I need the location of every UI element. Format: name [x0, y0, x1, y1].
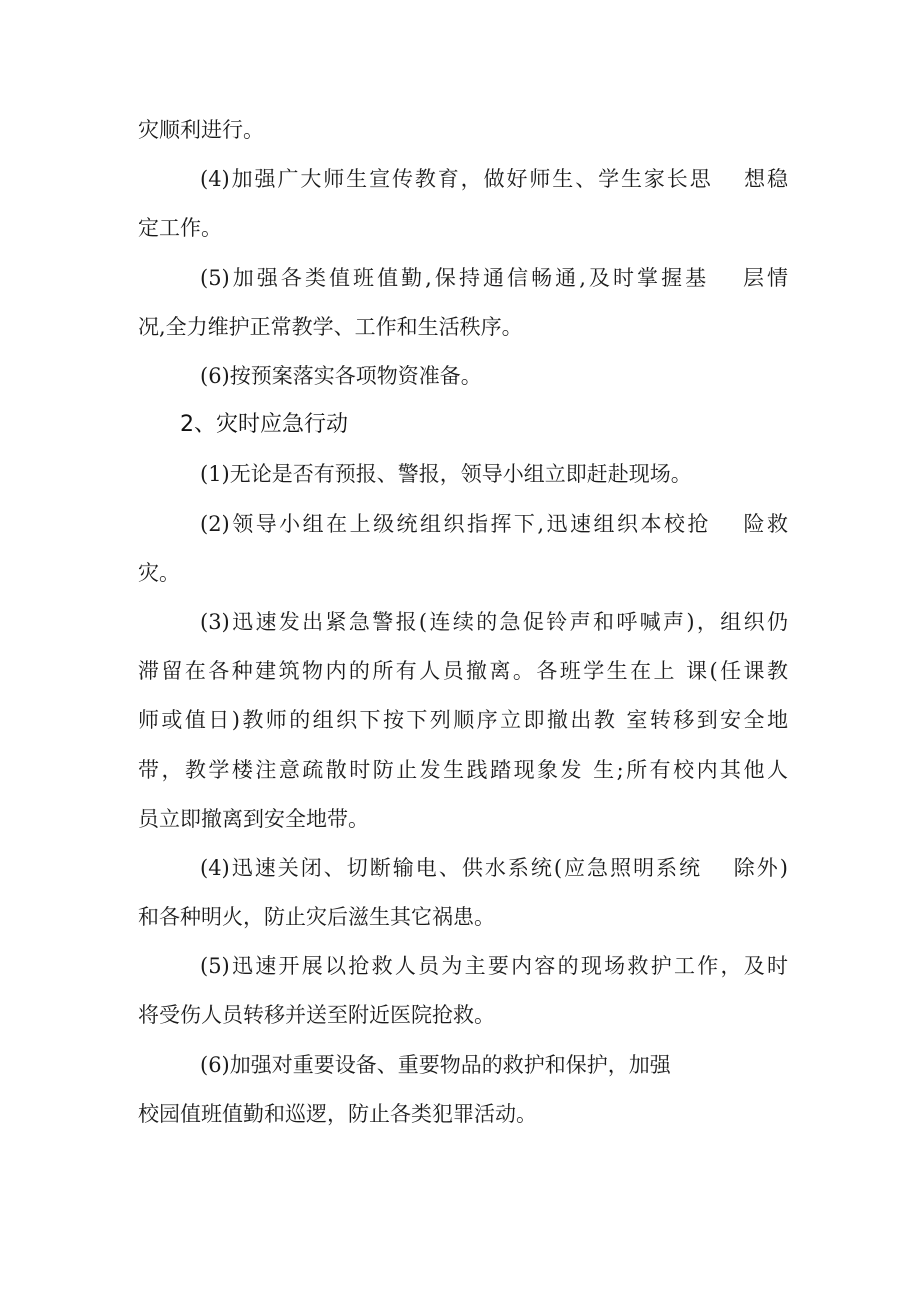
text-line: 员立即撤离到安全地带。	[138, 807, 369, 831]
text-line: 和各种明火，防止灾后滋生其它祸患。	[138, 905, 495, 929]
text-line: (3)迅速发出紧急警报(连续的急促铃声和呼喊声)，组织仍	[200, 610, 788, 634]
text-line: (2)领导小组在上级统组织指挥下,迅速组织本校抢 险救	[200, 512, 788, 536]
text-line: (5)迅速开展以抢救人员为主要内容的现场救护工作，及时	[200, 954, 788, 978]
text-line: (1)无论是否有预报、警报，领导小组立即赶赴现场。	[200, 462, 692, 486]
text-line: 况,全力维护正常教学、工作和生活秩序。	[138, 315, 523, 339]
text-line: 滞留在各种建筑物内的所有人员撤离。各班学生在上 课(任课教	[138, 659, 788, 683]
text-line: (4)迅速关闭、切断输电、供水系统(应急照明系统 除外)	[200, 856, 788, 880]
section-heading: 2、灾时应急行动	[180, 412, 348, 437]
text-line: 带，教学楼注意疏散时防止发生践踏现象发 生;所有校内其他人	[138, 758, 788, 782]
text-line: 将受伤人员转移并送至附近医院抢救。	[138, 1003, 495, 1027]
text-line: (4)加强广大师生宣传教育，做好师生、学生家长思 想稳	[200, 167, 788, 191]
text-line: 灾。	[138, 561, 180, 585]
text-line: (5)加强各类值班值勤,保持通信畅通,及时掌握基 层情	[200, 266, 788, 290]
text-line: (6)加强对重要设备、重要物品的救护和保护，加强	[200, 1053, 671, 1077]
text-line: 师或值日)教师的组织下按下列顺序立即撤出教 室转移到安全地	[138, 708, 788, 732]
text-line: 灾顺利进行。	[138, 118, 264, 142]
text-line: 校园值班值勤和巡逻，防止各类犯罪活动。	[138, 1102, 537, 1126]
text-line: (6)按预案落实各项物资准备。	[200, 364, 482, 388]
text-line: 定工作。	[138, 216, 222, 240]
